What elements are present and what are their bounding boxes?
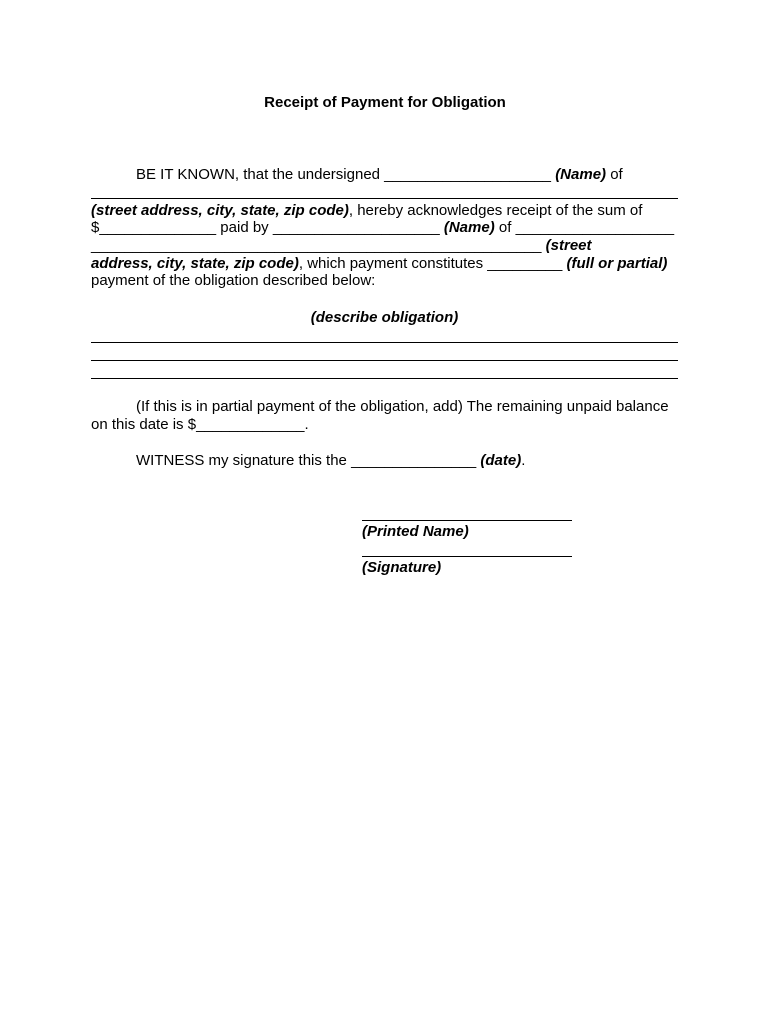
- witness-period: .: [521, 452, 526, 469]
- signature-line: [362, 556, 572, 557]
- p1-line-3-text-2: of ___________________: [494, 219, 675, 236]
- p1-line-3: [91, 219, 674, 237]
- p1-line-3-text-1: $______________ paid by ____________________: [91, 219, 444, 236]
- printed-name-line: [362, 520, 572, 521]
- name-placeholder: (Name): [555, 166, 607, 183]
- obligation-line-1: [91, 342, 678, 343]
- describe-obligation-label: (describe obligation): [310, 309, 459, 326]
- p1-line-4-text: ______________________________________________________: [91, 237, 546, 254]
- p1-line-1: [136, 166, 623, 184]
- p1-line-2-text: , hereby acknowledges receipt of the sum of: [348, 202, 643, 219]
- obligation-line-3: [91, 378, 678, 379]
- witness-text: WITNESS my signature this the _______________: [136, 452, 481, 469]
- payer-address-placeholder: address, city, state, zip code): [91, 255, 299, 272]
- p1-line-4: [91, 237, 592, 255]
- payer-street-placeholder: (street: [545, 237, 592, 254]
- p1-line-1-of: of: [606, 166, 623, 183]
- p2-line-2: on this date is $_____________.: [91, 416, 309, 433]
- p2-line-1: (If this is in partial payment of the obligation, add) The remaining unpaid balance: [136, 398, 669, 415]
- payer-name-placeholder: (Name): [443, 219, 495, 236]
- printed-name-label: (Printed Name): [362, 523, 469, 540]
- street-address-placeholder: (street address, city, state, zip code): [91, 202, 349, 219]
- p1-line-1-text: BE IT KNOWN, that the undersigned ____________________: [136, 166, 556, 183]
- address-blank-line: [91, 198, 678, 199]
- full-or-partial-placeholder: (full or partial): [566, 255, 668, 272]
- p1-line-5-text: , which payment constitutes _________: [298, 255, 567, 272]
- signature-label: (Signature): [362, 559, 442, 576]
- p1-line-5: [91, 255, 667, 273]
- document-title: Receipt of Payment for Obligation: [264, 94, 506, 111]
- witness-line: [136, 452, 525, 470]
- p1-line-6: payment of the obligation described below:: [91, 272, 376, 289]
- p1-line-2: [91, 202, 642, 220]
- obligation-line-2: [91, 360, 678, 361]
- date-placeholder: (date): [480, 452, 522, 469]
